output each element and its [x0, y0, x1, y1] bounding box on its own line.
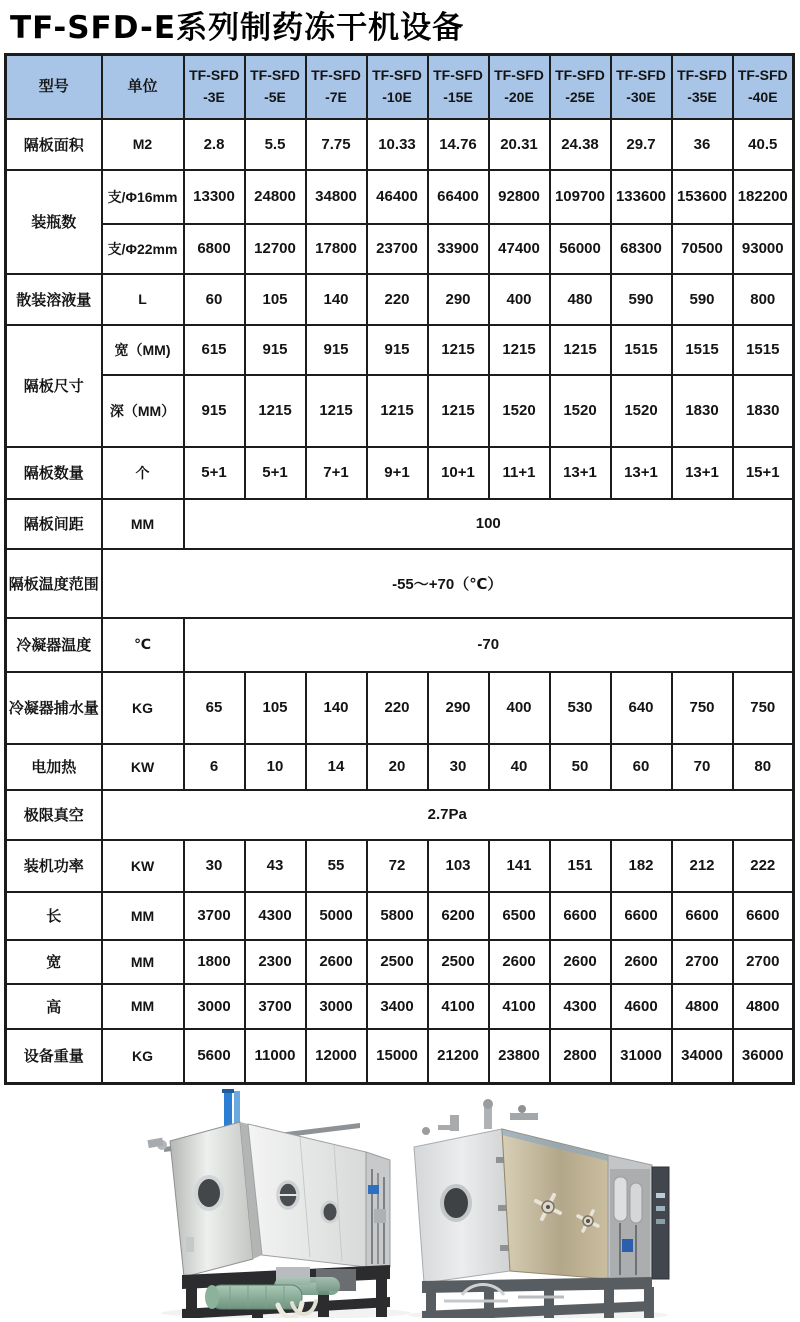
- value-cell: 55: [306, 840, 367, 892]
- value-cell: 222: [733, 840, 794, 892]
- row-label-cell: 隔板数量: [6, 447, 102, 499]
- value-cell: 3000: [306, 984, 367, 1029]
- value-cell: 1215: [550, 325, 611, 375]
- value-cell: 5+1: [245, 447, 306, 499]
- row-label-cell: 隔板尺寸: [6, 325, 102, 447]
- value-cell: 5.5: [245, 119, 306, 170]
- value-cell: 1215: [428, 325, 489, 375]
- value-cell: 3000: [184, 984, 245, 1029]
- value-cell: 1520: [550, 375, 611, 447]
- model-name-line2: -20E: [504, 88, 534, 105]
- value-cell: 10: [245, 744, 306, 790]
- value-cell: 640: [611, 672, 672, 744]
- value-cell: 750: [733, 672, 794, 744]
- value-cell: 1215: [489, 325, 550, 375]
- value-cell: 2600: [611, 940, 672, 984]
- value-cell: 140: [306, 274, 367, 325]
- value-cell: 13+1: [611, 447, 672, 499]
- model-header-cell: [184, 54, 245, 119]
- model-header-cell: [306, 54, 367, 119]
- value-cell: 80: [733, 744, 794, 790]
- value-cell: 220: [367, 274, 428, 325]
- value-cell: 6600: [611, 892, 672, 940]
- porthole-window: [322, 1202, 338, 1222]
- value-cell: 5+1: [184, 447, 245, 499]
- value-cell: 220: [367, 672, 428, 744]
- value-cell: 3700: [245, 984, 306, 1029]
- unit-cell: 个: [102, 447, 184, 499]
- spec-table: [4, 53, 795, 1086]
- value-cell: 2700: [733, 940, 794, 984]
- value-cell: 4300: [245, 892, 306, 940]
- value-cell: 6600: [733, 892, 794, 940]
- unit-cell: MM: [102, 892, 184, 940]
- model-name-line1: TF-SFD: [250, 66, 300, 83]
- value-cell: 530: [550, 672, 611, 744]
- value-cell: 40: [489, 744, 550, 790]
- value-cell: 3400: [367, 984, 428, 1029]
- value-cell: 36: [672, 119, 733, 170]
- value-cell: 23800: [489, 1029, 550, 1084]
- value-cell: 1215: [306, 375, 367, 447]
- model-header-cell: [672, 54, 733, 119]
- model-name-line1: TF-SFD: [677, 66, 727, 83]
- value-cell: 50: [550, 744, 611, 790]
- value-cell: 34800: [306, 170, 367, 224]
- machine-photo-left: [147, 1089, 411, 1318]
- value-cell: 14.76: [428, 119, 489, 170]
- value-cell: 20.31: [489, 119, 550, 170]
- unit-cell: M2: [102, 119, 184, 170]
- value-cell: 33900: [428, 224, 489, 274]
- value-cell: 34000: [672, 1029, 733, 1084]
- model-header-cell: [550, 54, 611, 119]
- model-name-line2: -35E: [687, 88, 717, 105]
- value-cell: 1215: [245, 375, 306, 447]
- chamber-body: [248, 1124, 366, 1267]
- value-cell: 60: [184, 274, 245, 325]
- value-cell: 23700: [367, 224, 428, 274]
- unit-cell: KG: [102, 672, 184, 744]
- row-label-cell: 装瓶数: [6, 170, 102, 274]
- value-cell: 1800: [184, 940, 245, 984]
- model-name-line1: TF-SFD: [555, 66, 605, 83]
- model-name-line2: -15E: [443, 88, 473, 105]
- value-cell: 1515: [672, 325, 733, 375]
- model-header-cell: [489, 54, 550, 119]
- value-cell: 2600: [489, 940, 550, 984]
- value-cell: 103: [428, 840, 489, 892]
- porthole-window: [442, 1186, 470, 1220]
- value-cell: 17800: [306, 224, 367, 274]
- unit-cell: ℃: [102, 618, 184, 672]
- porthole-window: [196, 1177, 222, 1209]
- value-cell: 2.8: [184, 119, 245, 170]
- unit-cell: MM: [102, 984, 184, 1029]
- unit-cell: KW: [102, 840, 184, 892]
- row-label-cell: 长: [6, 892, 102, 940]
- value-cell: 6500: [489, 892, 550, 940]
- model-name-line1: TF-SFD: [433, 66, 483, 83]
- value-cell: 10+1: [428, 447, 489, 499]
- model-name-line1: TF-SFD: [311, 66, 361, 83]
- value-cell: 12000: [306, 1029, 367, 1084]
- model-header-cell: [428, 54, 489, 119]
- value-cell: 12700: [245, 224, 306, 274]
- value-cell: 29.7: [611, 119, 672, 170]
- value-cell: 47400: [489, 224, 550, 274]
- value-cell: 915: [306, 325, 367, 375]
- value-cell: 10.33: [367, 119, 428, 170]
- value-cell: 109700: [550, 170, 611, 224]
- model-header-cell: [611, 54, 672, 119]
- value-cell: 1215: [367, 375, 428, 447]
- piping-section: [366, 1152, 390, 1267]
- model-name-line2: -3E: [203, 88, 225, 105]
- merged-value-cell: 2.7Pa: [102, 790, 794, 840]
- value-cell: 15+1: [733, 447, 794, 499]
- top-valves: [422, 1099, 538, 1135]
- value-cell: 2500: [367, 940, 428, 984]
- value-cell: 20: [367, 744, 428, 790]
- row-label-cell: 隔板温度范围: [6, 549, 102, 618]
- value-cell: 21200: [428, 1029, 489, 1084]
- value-cell: 65: [184, 672, 245, 744]
- unit-cell: 支/Φ16mm: [102, 170, 184, 224]
- model-name-line1: TF-SFD: [616, 66, 666, 83]
- silver-tank: [614, 1177, 627, 1221]
- value-cell: 56000: [550, 224, 611, 274]
- model-name-line2: -10E: [382, 88, 412, 105]
- value-cell: 400: [489, 672, 550, 744]
- value-cell: 4300: [550, 984, 611, 1029]
- row-label-cell: 极限真空: [6, 790, 102, 840]
- valve: [622, 1239, 633, 1252]
- value-cell: 6800: [184, 224, 245, 274]
- value-cell: 13+1: [550, 447, 611, 499]
- value-cell: 2600: [306, 940, 367, 984]
- value-cell: 11+1: [489, 447, 550, 499]
- value-cell: 36000: [733, 1029, 794, 1084]
- row-label-cell: 设备重量: [6, 1029, 102, 1084]
- value-cell: 1520: [611, 375, 672, 447]
- value-cell: 24.38: [550, 119, 611, 170]
- value-cell: 290: [428, 274, 489, 325]
- value-cell: 141: [489, 840, 550, 892]
- value-cell: 4100: [428, 984, 489, 1029]
- value-cell: 14: [306, 744, 367, 790]
- value-cell: 182200: [733, 170, 794, 224]
- model-name-line1: TF-SFD: [372, 66, 422, 83]
- product-photos: [0, 1085, 800, 1318]
- value-cell: 4800: [672, 984, 733, 1029]
- value-cell: 6: [184, 744, 245, 790]
- value-cell: 43: [245, 840, 306, 892]
- value-cell: 1515: [733, 325, 794, 375]
- row-label-cell: 散装溶液量: [6, 274, 102, 325]
- model-column-header: 型号: [6, 54, 102, 119]
- unit-column-header: 单位: [102, 54, 184, 119]
- unit-cell: 支/Φ22mm: [102, 224, 184, 274]
- unit-cell: KG: [102, 1029, 184, 1084]
- row-label-cell: 电加热: [6, 744, 102, 790]
- value-cell: 1515: [611, 325, 672, 375]
- value-cell: 66400: [428, 170, 489, 224]
- model-name-line2: -40E: [747, 88, 778, 105]
- value-cell: 915: [367, 325, 428, 375]
- value-cell: 5800: [367, 892, 428, 940]
- value-cell: 13300: [184, 170, 245, 224]
- value-cell: 5000: [306, 892, 367, 940]
- value-cell: 5600: [184, 1029, 245, 1084]
- value-cell: 60: [611, 744, 672, 790]
- value-cell: 400: [489, 274, 550, 325]
- value-cell: 72: [367, 840, 428, 892]
- unit-cell: 宽（MM): [102, 325, 184, 375]
- unit-cell: L: [102, 274, 184, 325]
- value-cell: 2300: [245, 940, 306, 984]
- row-label-cell: 宽: [6, 940, 102, 984]
- value-cell: 105: [245, 672, 306, 744]
- value-cell: 133600: [611, 170, 672, 224]
- value-cell: 4600: [611, 984, 672, 1029]
- value-cell: 2700: [672, 940, 733, 984]
- value-cell: 6600: [672, 892, 733, 940]
- merged-value-cell: 100: [184, 499, 794, 549]
- value-cell: 1830: [733, 375, 794, 447]
- value-cell: 70: [672, 744, 733, 790]
- model-name-line1: TF-SFD: [737, 66, 788, 83]
- freeze-dryer-photos-illustration: [0, 1085, 800, 1318]
- value-cell: 68300: [611, 224, 672, 274]
- model-name-line2: -7E: [325, 88, 347, 105]
- refrigeration-section: [608, 1155, 652, 1279]
- value-cell: 290: [428, 672, 489, 744]
- value-cell: 13+1: [672, 447, 733, 499]
- value-cell: 6600: [550, 892, 611, 940]
- value-cell: 24800: [245, 170, 306, 224]
- value-cell: 11000: [245, 1029, 306, 1084]
- value-cell: 590: [672, 274, 733, 325]
- unit-cell: MM: [102, 940, 184, 984]
- value-cell: 1830: [672, 375, 733, 447]
- value-cell: 2500: [428, 940, 489, 984]
- value-cell: 46400: [367, 170, 428, 224]
- value-cell: 4100: [489, 984, 550, 1029]
- unit-cell: MM: [102, 499, 184, 549]
- row-label-cell: 隔板面积: [6, 119, 102, 170]
- unit-cell: 深（MM）: [102, 375, 184, 447]
- value-cell: 750: [672, 672, 733, 744]
- value-cell: 212: [672, 840, 733, 892]
- value-cell: 153600: [672, 170, 733, 224]
- value-cell: 9+1: [367, 447, 428, 499]
- value-cell: 7.75: [306, 119, 367, 170]
- value-cell: 30: [428, 744, 489, 790]
- value-cell: 7+1: [306, 447, 367, 499]
- row-label-cell: 冷凝器捕水量: [6, 672, 102, 744]
- valve: [368, 1185, 379, 1194]
- value-cell: 105: [245, 274, 306, 325]
- value-cell: 151: [550, 840, 611, 892]
- row-label-cell: 隔板间距: [6, 499, 102, 549]
- page-title: TF-SFD-E系列制药冻干机设备: [10, 10, 465, 46]
- value-cell: 40.5: [733, 119, 794, 170]
- value-cell: 182: [611, 840, 672, 892]
- door-latch: [186, 1237, 194, 1252]
- merged-value-cell: -55～+70（℃）: [102, 549, 794, 618]
- model-name-line2: -25E: [565, 88, 595, 105]
- value-cell: 2800: [550, 1029, 611, 1084]
- row-label-cell: 装机功率: [6, 840, 102, 892]
- model-header-cell: [733, 54, 794, 119]
- machine-photo-right: [408, 1099, 669, 1318]
- model-name-line2: -5E: [264, 88, 286, 105]
- model-name-line1: TF-SFD: [189, 66, 239, 83]
- silver-tank: [630, 1183, 642, 1223]
- value-cell: 4800: [733, 984, 794, 1029]
- control-cabinet: [652, 1167, 669, 1279]
- value-cell: 1520: [489, 375, 550, 447]
- value-cell: 1215: [428, 375, 489, 447]
- model-name-line2: -30E: [626, 88, 656, 105]
- merged-value-cell: -70: [184, 618, 794, 672]
- model-name-line1: TF-SFD: [494, 66, 544, 83]
- value-cell: 140: [306, 672, 367, 744]
- value-cell: 92800: [489, 170, 550, 224]
- value-cell: 915: [245, 325, 306, 375]
- value-cell: 3700: [184, 892, 245, 940]
- value-cell: 615: [184, 325, 245, 375]
- value-cell: 93000: [733, 224, 794, 274]
- row-label-cell: 冷凝器温度: [6, 618, 102, 672]
- value-cell: 915: [184, 375, 245, 447]
- value-cell: 31000: [611, 1029, 672, 1084]
- row-label-cell: 高: [6, 984, 102, 1029]
- value-cell: 2600: [550, 940, 611, 984]
- value-cell: 70500: [672, 224, 733, 274]
- model-header-cell: [245, 54, 306, 119]
- value-cell: 800: [733, 274, 794, 325]
- value-cell: 590: [611, 274, 672, 325]
- unit-cell: KW: [102, 744, 184, 790]
- value-cell: 30: [184, 840, 245, 892]
- value-cell: 480: [550, 274, 611, 325]
- value-cell: 6200: [428, 892, 489, 940]
- model-header-cell: [367, 54, 428, 119]
- value-cell: 15000: [367, 1029, 428, 1084]
